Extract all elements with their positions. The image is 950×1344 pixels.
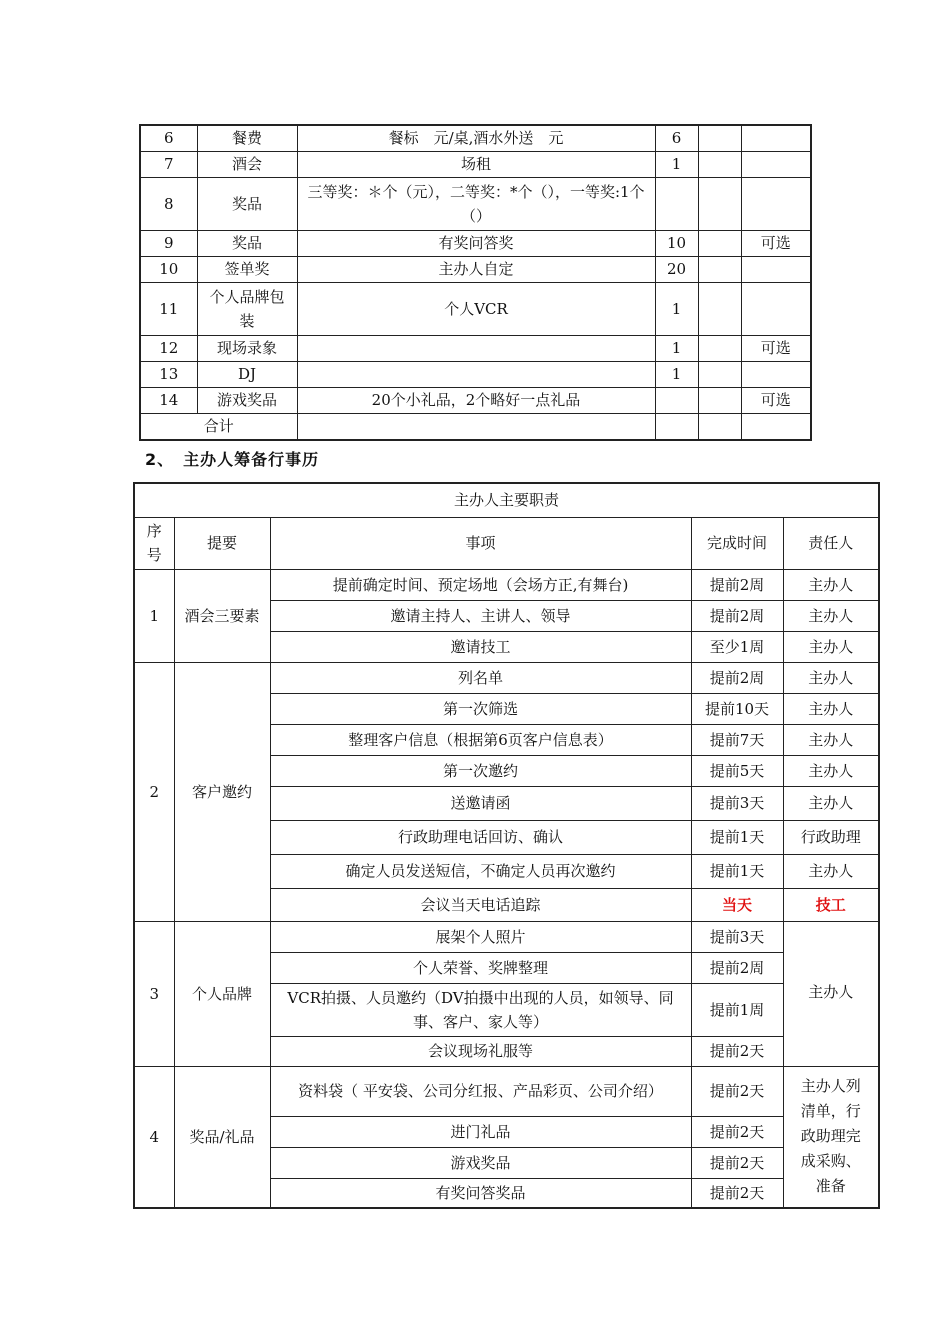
group-topic: 个人品牌 — [174, 921, 270, 1066]
group-topic: 客户邀约 — [174, 662, 270, 921]
task-cell: 会议现场礼服等 — [270, 1036, 691, 1066]
item-qty: 20 — [655, 256, 698, 282]
row-number: 13 — [140, 361, 197, 387]
item-qty: 1 — [655, 282, 698, 335]
row-number: 12 — [140, 335, 197, 361]
total-cell — [741, 413, 811, 440]
item-name: 现场录象 — [197, 335, 297, 361]
task-cell: 进门礼品 — [270, 1116, 691, 1147]
table-row — [140, 361, 811, 387]
item-detail: 个人VCR — [297, 282, 655, 335]
task-cell: 有奖问答奖品 — [270, 1178, 691, 1208]
item-name: 奖品 — [197, 230, 297, 256]
time-cell: 至少1周 — [691, 631, 783, 662]
item-note: 可选 — [741, 387, 811, 413]
group-topic: 奖品/礼品 — [174, 1066, 270, 1208]
table-row — [140, 177, 811, 230]
item-note — [741, 282, 811, 335]
item-name: 餐费 — [197, 125, 297, 151]
task-cell: 第一次邀约 — [270, 755, 691, 786]
item-detail: 三等奖：＊个（元），二等奖：*个（），一等奖:1个（） — [297, 177, 655, 230]
time-cell: 提前1天 — [691, 854, 783, 888]
row-number: 10 — [140, 256, 197, 282]
row-number: 7 — [140, 151, 197, 177]
owner-cell: 主办人 — [783, 786, 879, 820]
cost-table — [139, 124, 812, 441]
table-row — [140, 335, 811, 361]
item-cell — [698, 282, 741, 335]
time-cell: 提前2周 — [691, 662, 783, 693]
item-cell — [698, 361, 741, 387]
task-cell: 邀请技工 — [270, 631, 691, 662]
task-cell: VCR拍摄、人员邀约（DV拍摄中出现的人员，如领导、同事、客户、家人等） — [270, 983, 691, 1036]
row-number: 9 — [140, 230, 197, 256]
item-note — [741, 256, 811, 282]
total-row — [140, 413, 811, 440]
time-cell: 提前10天 — [691, 693, 783, 724]
group-number: 4 — [134, 1066, 174, 1208]
item-cell — [698, 151, 741, 177]
header-topic: 提要 — [174, 517, 270, 569]
total-cell — [655, 413, 698, 440]
item-cell — [698, 256, 741, 282]
time-cell: 提前1周 — [691, 983, 783, 1036]
item-qty: 1 — [655, 151, 698, 177]
owner-cell: 主办人 — [783, 631, 879, 662]
row-number: 11 — [140, 282, 197, 335]
item-detail: 餐标 元/桌,酒水外送 元 — [297, 125, 655, 151]
task-cell: 列名单 — [270, 662, 691, 693]
total-cell — [297, 413, 655, 440]
time-cell: 提前2周 — [691, 569, 783, 600]
owner-cell: 行政助理 — [783, 820, 879, 854]
item-name: 酒会 — [197, 151, 297, 177]
owner-cell: 主办人 — [783, 600, 879, 631]
task-cell: 确定人员发送短信，不确定人员再次邀约 — [270, 854, 691, 888]
owner-cell: 主办人列清单，行政助理完成采购、准备 — [783, 1066, 879, 1208]
item-cell — [698, 387, 741, 413]
table-row — [134, 662, 879, 693]
item-cell — [698, 230, 741, 256]
table-row — [140, 125, 811, 151]
item-qty: 1 — [655, 361, 698, 387]
time-cell: 提前2周 — [691, 952, 783, 983]
task-cell: 游戏奖品 — [270, 1147, 691, 1178]
item-cell — [698, 125, 741, 151]
item-detail: 场租 — [297, 151, 655, 177]
table-title-row — [134, 483, 879, 517]
table-row — [140, 230, 811, 256]
group-topic: 酒会三要素 — [174, 569, 270, 662]
item-name: 奖品 — [197, 177, 297, 230]
header-no: 序号 — [134, 517, 174, 569]
item-cell — [698, 177, 741, 230]
time-cell: 提前2天 — [691, 1116, 783, 1147]
table-row — [140, 387, 811, 413]
owner-cell: 主办人 — [783, 724, 879, 755]
header-task: 事项 — [270, 517, 691, 569]
item-detail — [297, 335, 655, 361]
task-cell: 整理客户信息（根据第6页客户信息表） — [270, 724, 691, 755]
total-label: 合计 — [140, 413, 297, 440]
time-cell: 提前2天 — [691, 1147, 783, 1178]
item-detail: 主办人自定 — [297, 256, 655, 282]
group-number: 1 — [134, 569, 174, 662]
owner-cell-highlight: 技工 — [783, 888, 879, 921]
owner-cell: 主办人 — [783, 693, 879, 724]
item-note: 可选 — [741, 230, 811, 256]
time-cell-highlight: 当天 — [691, 888, 783, 921]
time-cell: 提前2天 — [691, 1036, 783, 1066]
section-heading: 2、 主办人筹备行事历 — [145, 450, 320, 469]
item-note — [741, 151, 811, 177]
time-cell: 提前3天 — [691, 786, 783, 820]
header-time: 完成时间 — [691, 517, 783, 569]
task-cell: 第一次筛选 — [270, 693, 691, 724]
owner-cell: 主办人 — [783, 755, 879, 786]
owner-cell: 主办人 — [783, 569, 879, 600]
table-row — [140, 282, 811, 335]
owner-cell: 主办人 — [783, 854, 879, 888]
item-name: DJ — [197, 361, 297, 387]
item-note — [741, 177, 811, 230]
item-name: 个人品牌包装 — [197, 282, 297, 335]
item-detail: 有奖问答奖 — [297, 230, 655, 256]
item-detail: 20个小礼品，2个略好一点礼品 — [297, 387, 655, 413]
time-cell: 提前2天 — [691, 1178, 783, 1208]
owner-cell: 主办人 — [783, 662, 879, 693]
item-cell — [698, 335, 741, 361]
task-cell: 会议当天电话追踪 — [270, 888, 691, 921]
table-row — [134, 569, 879, 600]
item-qty: 6 — [655, 125, 698, 151]
item-note: 可选 — [741, 335, 811, 361]
row-number: 6 — [140, 125, 197, 151]
item-qty — [655, 387, 698, 413]
task-cell: 邀请主持人、主讲人、领导 — [270, 600, 691, 631]
header-owner: 责任人 — [783, 517, 879, 569]
owner-cell: 主办人 — [783, 921, 879, 1066]
item-name: 游戏奖品 — [197, 387, 297, 413]
time-cell: 提前2天 — [691, 1066, 783, 1116]
row-number: 14 — [140, 387, 197, 413]
time-cell: 提前7天 — [691, 724, 783, 755]
time-cell: 提前5天 — [691, 755, 783, 786]
group-number: 2 — [134, 662, 174, 921]
item-name: 签单奖 — [197, 256, 297, 282]
time-cell: 提前3天 — [691, 921, 783, 952]
time-cell: 提前2周 — [691, 600, 783, 631]
task-cell: 个人荣誉、奖牌整理 — [270, 952, 691, 983]
item-detail — [297, 361, 655, 387]
table-title: 主办人主要职责 — [134, 483, 879, 517]
task-cell: 提前确定时间、预定场地（会场方正,有舞台) — [270, 569, 691, 600]
item-note — [741, 361, 811, 387]
task-cell: 行政助理电话回访、确认 — [270, 820, 691, 854]
total-cell — [698, 413, 741, 440]
item-note — [741, 125, 811, 151]
table-row — [140, 256, 811, 282]
task-cell: 送邀请函 — [270, 786, 691, 820]
table-row — [134, 921, 879, 952]
task-cell: 资料袋（ 平安袋、公司分红报、产品彩页、公司介绍） — [270, 1066, 691, 1116]
header-row — [134, 517, 879, 569]
item-qty — [655, 177, 698, 230]
table-row — [134, 1066, 879, 1116]
task-cell: 展架个人照片 — [270, 921, 691, 952]
group-number: 3 — [134, 921, 174, 1066]
item-qty: 1 — [655, 335, 698, 361]
table-row — [140, 151, 811, 177]
row-number: 8 — [140, 177, 197, 230]
plan-table — [133, 482, 880, 1209]
time-cell: 提前1天 — [691, 820, 783, 854]
item-qty: 10 — [655, 230, 698, 256]
